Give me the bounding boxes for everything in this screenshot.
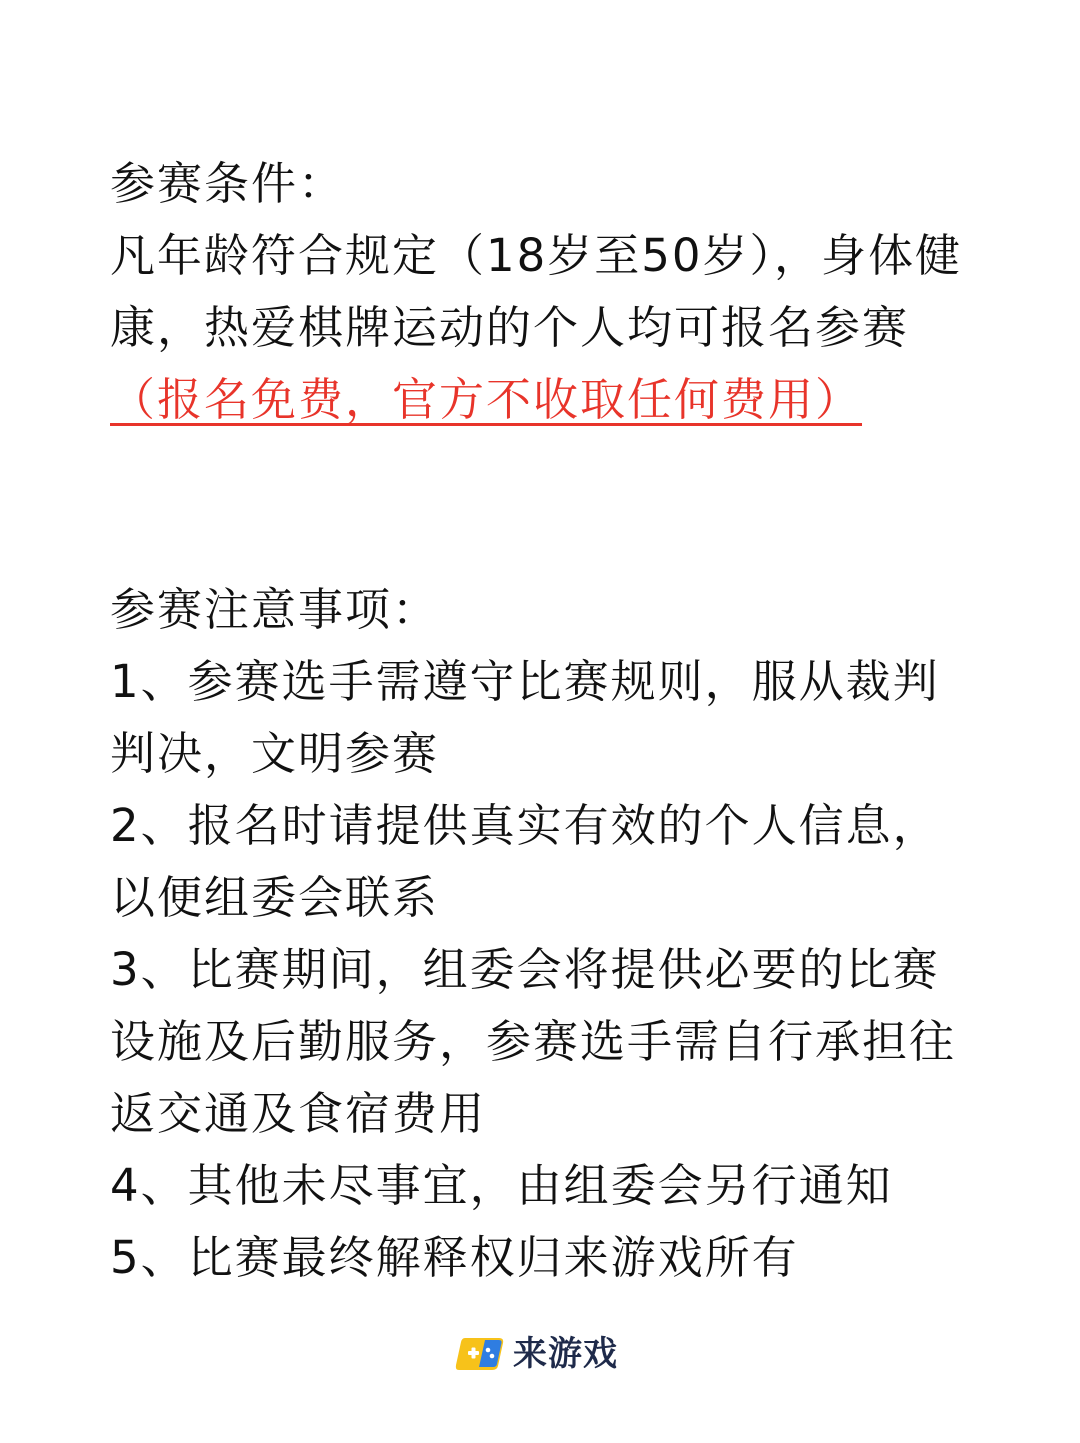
free-registration-note: （报名免费，官方不收取任何费用） <box>110 373 863 426</box>
notes-item-5: 5、比赛最终解释权归来游戏所有 <box>110 1231 799 1284</box>
notes-title: 参赛注意事项： <box>110 583 440 636</box>
conditions-text: 凡年龄符合规定（18岁至50岁），身体健康，热爱棋牌运动的个人均可报名参赛 <box>110 229 963 354</box>
notes-item-2: 2、报名时请提供真实有效的个人信息，以便组委会联系 <box>110 799 940 924</box>
notes-item-3: 3、比赛期间，组委会将提供必要的比赛设施及后勤服务，参赛选手需自行承担往返交通及食宿费用 <box>110 943 957 1140</box>
notes-item-4: 4、其他未尽事宜，由组委会另行通知 <box>110 1159 893 1212</box>
game-controller-logo-icon <box>455 1334 507 1374</box>
section-spacer <box>110 436 980 574</box>
document-content <box>110 148 980 1294</box>
conditions-title: 参赛条件： <box>110 157 346 210</box>
notes-item-1: 1、参赛选手需遵守比赛规则，服从裁判判决，文明参赛 <box>110 655 940 780</box>
brand-name: 来游戏 <box>513 1334 618 1374</box>
conditions-body <box>110 220 980 436</box>
brand-logo <box>455 1332 618 1376</box>
